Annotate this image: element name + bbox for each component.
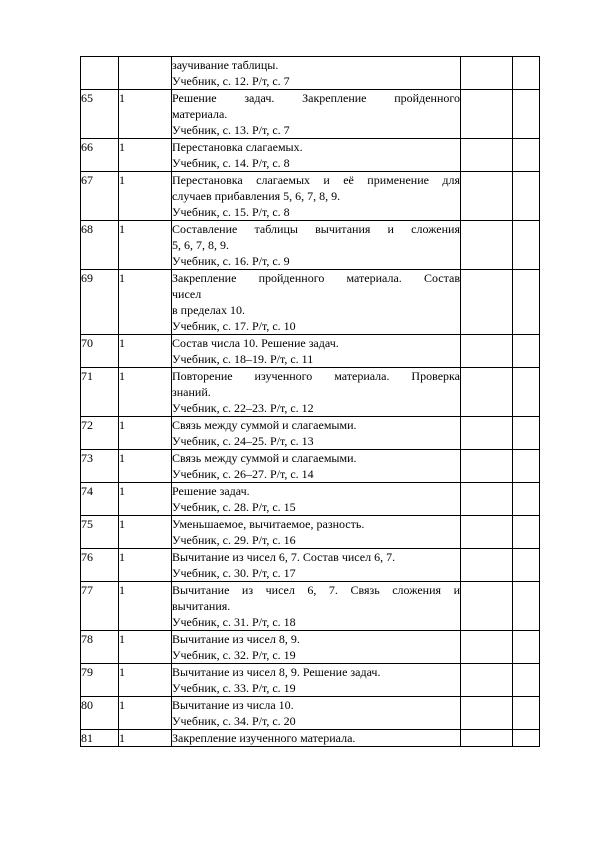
lesson-hours: 1 bbox=[119, 221, 172, 270]
topic-line: Перестановка слагаемых и её применение для bbox=[172, 173, 460, 187]
empty-cell bbox=[461, 139, 513, 172]
lesson-plan-table bbox=[80, 56, 540, 747]
table-row bbox=[81, 631, 540, 664]
lesson-topic bbox=[172, 270, 461, 335]
topic-line: Вычитание из чисел 6, 7. Связь сложения и bbox=[172, 583, 460, 597]
lesson-hours: 1 bbox=[119, 483, 172, 516]
table-row bbox=[81, 582, 540, 631]
empty-cell bbox=[461, 221, 513, 270]
lesson-topic bbox=[172, 516, 461, 549]
topic-line: Решение задач. bbox=[172, 484, 250, 498]
lesson-hours: 1 bbox=[119, 450, 172, 483]
topic-line: Учебник, с. 17. Р/т, с. 10 bbox=[172, 319, 296, 333]
lesson-hours: 1 bbox=[119, 270, 172, 335]
lesson-number: 77 bbox=[81, 582, 119, 631]
topic-line: Учебник, с. 15. Р/т, с. 8 bbox=[172, 205, 290, 219]
topic-line: Учебник, с. 31. Р/т, с. 18 bbox=[172, 615, 296, 629]
empty-cell bbox=[461, 270, 513, 335]
lesson-topic bbox=[172, 549, 461, 582]
table-row bbox=[81, 335, 540, 368]
empty-cell bbox=[461, 450, 513, 483]
lesson-hours: 1 bbox=[119, 139, 172, 172]
empty-cell bbox=[513, 139, 540, 172]
lesson-hours: 1 bbox=[119, 697, 172, 730]
topic-line: Вычитание из числа 10. bbox=[172, 698, 294, 712]
empty-cell bbox=[513, 57, 540, 90]
table-row bbox=[81, 90, 540, 139]
lesson-topic bbox=[172, 450, 461, 483]
table-row bbox=[81, 172, 540, 221]
lesson-topic bbox=[172, 664, 461, 697]
lesson-hours: 1 bbox=[119, 417, 172, 450]
lesson-hours: 1 bbox=[119, 549, 172, 582]
table-row bbox=[81, 730, 540, 747]
empty-cell bbox=[513, 172, 540, 221]
table-row bbox=[81, 417, 540, 450]
lesson-topic bbox=[172, 582, 461, 631]
lesson-hours: 1 bbox=[119, 172, 172, 221]
empty-cell bbox=[513, 270, 540, 335]
lesson-hours: 1 bbox=[119, 516, 172, 549]
topic-line: Учебник, с. 16. Р/т, с. 9 bbox=[172, 254, 290, 268]
topic-line: вычитания. bbox=[172, 599, 231, 613]
lesson-number: 80 bbox=[81, 697, 119, 730]
table-row bbox=[81, 270, 540, 335]
lesson-topic bbox=[172, 221, 461, 270]
topic-line: Закрепление изученного материала. bbox=[172, 731, 356, 745]
empty-cell bbox=[513, 221, 540, 270]
empty-cell bbox=[461, 516, 513, 549]
empty-cell bbox=[461, 57, 513, 90]
table-row bbox=[81, 697, 540, 730]
topic-line: чисел bbox=[172, 287, 202, 301]
table-row bbox=[81, 57, 540, 90]
topic-line: Вычитание из чисел 8, 9. Решение задач. bbox=[172, 665, 381, 679]
topic-line: 5, 6, 7, 8, 9. bbox=[172, 238, 229, 252]
lesson-topic bbox=[172, 172, 461, 221]
table-row bbox=[81, 368, 540, 417]
empty-cell bbox=[513, 582, 540, 631]
topic-line: случаев прибавления 5, 6, 7, 8, 9. bbox=[172, 189, 341, 203]
lesson-number: 81 bbox=[81, 730, 119, 747]
lesson-hours: 1 bbox=[119, 335, 172, 368]
empty-cell bbox=[513, 483, 540, 516]
lesson-hours: 1 bbox=[119, 730, 172, 747]
lesson-number: 68 bbox=[81, 221, 119, 270]
empty-cell bbox=[461, 368, 513, 417]
lesson-number: 67 bbox=[81, 172, 119, 221]
lesson-hours: 1 bbox=[119, 582, 172, 631]
topic-line: в пределах 10. bbox=[172, 303, 246, 317]
lesson-number: 70 bbox=[81, 335, 119, 368]
topic-line: Повторение изученного материала. Проверка bbox=[172, 369, 460, 383]
lesson-hours: 1 bbox=[119, 664, 172, 697]
topic-line: Решение задач. Закрепление пройденного bbox=[172, 91, 460, 105]
empty-cell bbox=[461, 697, 513, 730]
lesson-number: 66 bbox=[81, 139, 119, 172]
lesson-topic bbox=[172, 417, 461, 450]
topic-line: Учебник, с. 18–19. Р/т, с. 11 bbox=[172, 352, 314, 366]
empty-cell bbox=[513, 90, 540, 139]
topic-line: Составление таблицы вычитания и сложения bbox=[172, 222, 460, 236]
empty-cell bbox=[513, 516, 540, 549]
lesson-topic bbox=[172, 335, 461, 368]
empty-cell bbox=[461, 730, 513, 747]
empty-cell bbox=[513, 549, 540, 582]
lesson-number: 65 bbox=[81, 90, 119, 139]
lesson-number: 75 bbox=[81, 516, 119, 549]
empty-cell bbox=[461, 631, 513, 664]
empty-cell bbox=[513, 730, 540, 747]
empty-cell bbox=[461, 417, 513, 450]
lesson-topic bbox=[172, 90, 461, 139]
lesson-topic bbox=[172, 139, 461, 172]
lesson-number: 76 bbox=[81, 549, 119, 582]
lesson-topic bbox=[172, 483, 461, 516]
table-row bbox=[81, 483, 540, 516]
lesson-topic bbox=[172, 631, 461, 664]
topic-line: Учебник, с. 13. Р/т, с. 7 bbox=[172, 123, 290, 137]
topic-line: Учебник, с. 26–27. Р/т, с. 14 bbox=[172, 467, 314, 481]
lesson-topic bbox=[172, 368, 461, 417]
topic-line: Учебник, с. 28. Р/т, с. 15 bbox=[172, 500, 296, 514]
topic-line: Учебник, с. 33. Р/т, с. 19 bbox=[172, 681, 296, 695]
lesson-plan-body bbox=[81, 57, 540, 747]
empty-cell bbox=[513, 664, 540, 697]
lesson-hours: 1 bbox=[119, 90, 172, 139]
topic-line: Учебник, с. 29. Р/т, с. 16 bbox=[172, 533, 296, 547]
topic-line: Связь между суммой и слагаемыми. bbox=[172, 451, 357, 465]
lesson-number: 74 bbox=[81, 483, 119, 516]
topic-line: Вычитание из чисел 6, 7. Состав чисел 6, 7. bbox=[172, 550, 396, 564]
topic-line: Учебник, с. 34. Р/т, с. 20 bbox=[172, 714, 296, 728]
topic-line: Учебник, с. 32. Р/т, с. 19 bbox=[172, 648, 296, 662]
topic-line: знаний. bbox=[172, 385, 211, 399]
table-row bbox=[81, 549, 540, 582]
empty-cell bbox=[461, 172, 513, 221]
empty-cell bbox=[461, 483, 513, 516]
table-row bbox=[81, 139, 540, 172]
lesson-hours: 1 bbox=[119, 631, 172, 664]
empty-cell bbox=[513, 417, 540, 450]
empty-cell bbox=[513, 631, 540, 664]
topic-line: Учебник, с. 22–23. Р/т, с. 12 bbox=[172, 401, 314, 415]
table-row bbox=[81, 450, 540, 483]
lesson-number: 78 bbox=[81, 631, 119, 664]
empty-cell bbox=[513, 450, 540, 483]
lesson-number: 79 bbox=[81, 664, 119, 697]
topic-line: заучивание таблицы. bbox=[172, 58, 279, 72]
topic-line: материала. bbox=[172, 107, 228, 121]
lesson-number: 71 bbox=[81, 368, 119, 417]
empty-cell bbox=[461, 335, 513, 368]
lesson-topic bbox=[172, 730, 461, 747]
lesson-number bbox=[81, 57, 119, 90]
empty-cell bbox=[513, 335, 540, 368]
topic-line: Перестановка слагаемых. bbox=[172, 140, 303, 154]
empty-cell bbox=[513, 368, 540, 417]
empty-cell bbox=[461, 549, 513, 582]
topic-line: Состав числа 10. Решение задач. bbox=[172, 336, 339, 350]
empty-cell bbox=[461, 664, 513, 697]
topic-line: Учебник, с. 14. Р/т, с. 8 bbox=[172, 156, 290, 170]
topic-line: Учебник, с. 12. Р/т, с. 7 bbox=[172, 74, 290, 88]
empty-cell bbox=[461, 582, 513, 631]
topic-line: Уменьшаемое, вычитаемое, разность. bbox=[172, 517, 365, 531]
topic-line: Вычитание из чисел 8, 9. bbox=[172, 632, 300, 646]
lesson-hours bbox=[119, 57, 172, 90]
table-row bbox=[81, 664, 540, 697]
table-row bbox=[81, 516, 540, 549]
topic-line: Закрепление пройденного материала. Состав bbox=[172, 271, 460, 285]
empty-cell bbox=[513, 697, 540, 730]
topic-line: Учебник, с. 30. Р/т, с. 17 bbox=[172, 566, 296, 580]
topic-line: Связь между суммой и слагаемыми. bbox=[172, 418, 357, 432]
lesson-topic bbox=[172, 697, 461, 730]
lesson-topic bbox=[172, 57, 461, 90]
table-row bbox=[81, 221, 540, 270]
lesson-hours: 1 bbox=[119, 368, 172, 417]
lesson-number: 73 bbox=[81, 450, 119, 483]
empty-cell bbox=[461, 90, 513, 139]
lesson-number: 69 bbox=[81, 270, 119, 335]
topic-line: Учебник, с. 24–25. Р/т, с. 13 bbox=[172, 434, 314, 448]
lesson-number: 72 bbox=[81, 417, 119, 450]
